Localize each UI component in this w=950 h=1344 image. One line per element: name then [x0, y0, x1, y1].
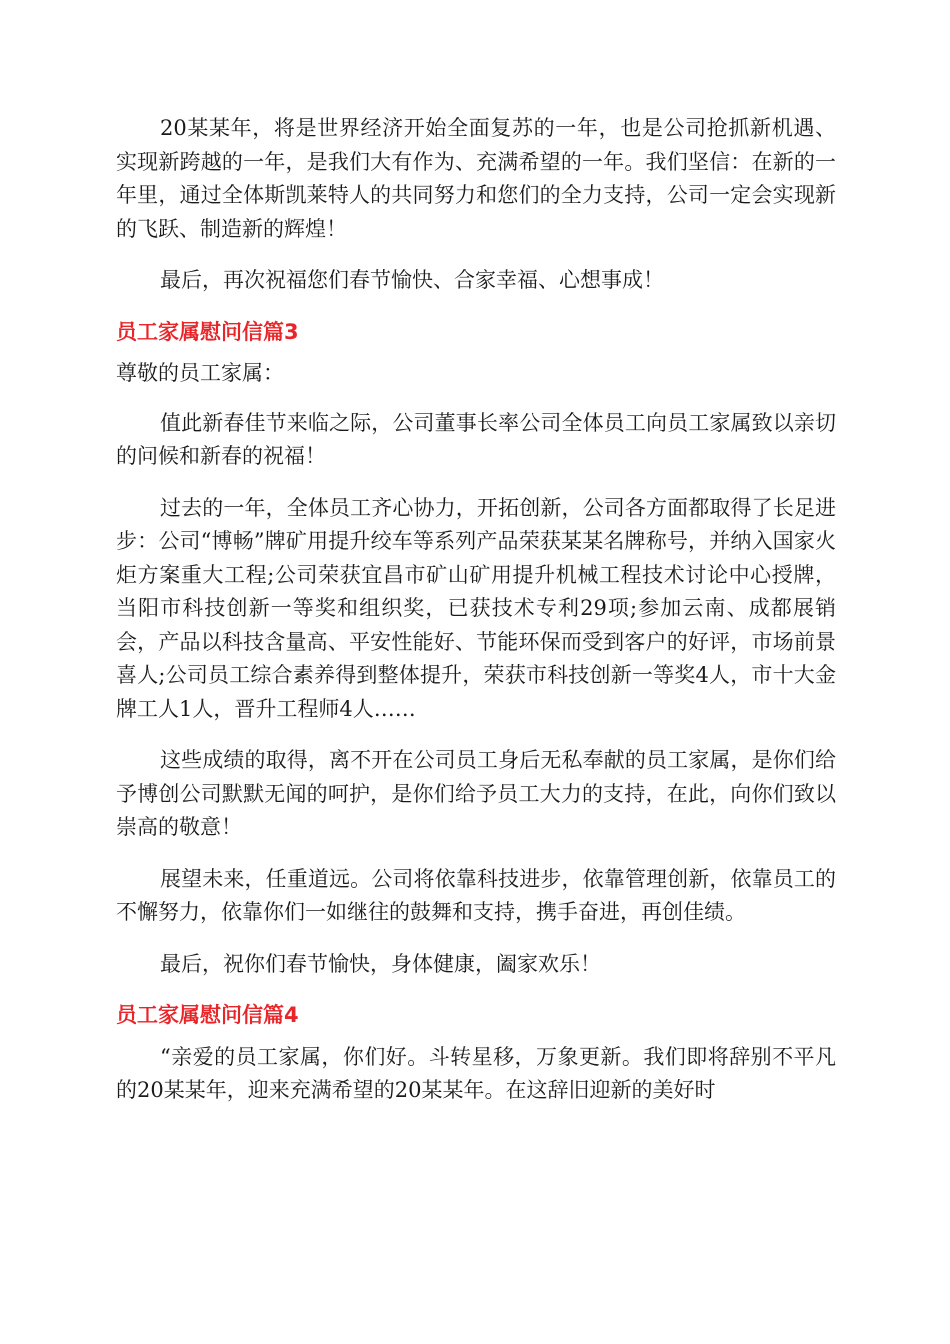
section-3-paragraph-5: 最后，祝你们春节愉快，身体健康，阖家欢乐！: [160, 951, 601, 976]
section-3-paragraph-1: 值此新春佳节来临之际，公司董事长率公司全体员工向员工家属致以亲切的问候和新春的祝福！: [116, 410, 836, 468]
section-3-paragraph-4: 展望未来，任重道远。公司将依靠科技进步，依靠管理创新，依靠员工的不懈努力，依靠你们一如继往的鼓舞和支持，携手奋进，再创佳绩。: [116, 866, 836, 924]
section-3-title: 员工家属慰问信篇3: [116, 319, 299, 344]
section-4-title: 员工家属慰问信篇4: [116, 1003, 299, 1027]
section-3-paragraph-2: 过去的一年，全体员工齐心协力，开拓创新，公司各方面都取得了长足进步：公司“博畅”牌矿用提升绞车等系列产品荣获某某名牌称号，并纳入国家火炬方案重大工程;公司荣获宜昌市矿山矿用提升机械工程技术讨论中心授牌，当阳市科技创新一等奖和组织奖，已获技术专利29项;参加云南、成都展销会，产品以科技含量高、平安性能好、节能环保而受到客户的好评，市场前景喜人;公司员工综合素养得到整体提升，荣获市科技创新一等奖4人，市十大金牌工人1人，晋升工程师4人……: [116, 495, 836, 721]
section-3-salutation: 尊敬的员工家属：: [116, 361, 284, 385]
section-3-paragraph-3: 这些成绩的取得，离不开在公司员工身后无私奉献的员工家属，是你们给予博创公司默默无闻的呵护，是你们给予员工大力的支持，在此，向你们致以崇高的敬意！: [116, 748, 836, 839]
intro-paragraph-2: 最后，再次祝福您们春节愉快、合家幸福、心想事成！: [160, 268, 664, 292]
section-4-paragraph-1: “亲爱的员工家属，你们好。斗转星移，万象更新。我们即将辞别不平凡的20某某年，迎来充满希望的20某某年。在这辞旧迎新的美好时: [116, 1044, 836, 1102]
intro-paragraph-1: 20某某年，将是世界经济开始全面复苏的一年，也是公司抢抓新机遇、实现新跨越的一年，是我们大有作为、充满希望的一年。我们坚信：在新的一年里，通过全体斯凯莱特人的共同努力和您们的全力支持，公司一定会实现新的飞跃、制造新的辉煌！: [116, 116, 836, 241]
document-body: [116, 112, 836, 1126]
